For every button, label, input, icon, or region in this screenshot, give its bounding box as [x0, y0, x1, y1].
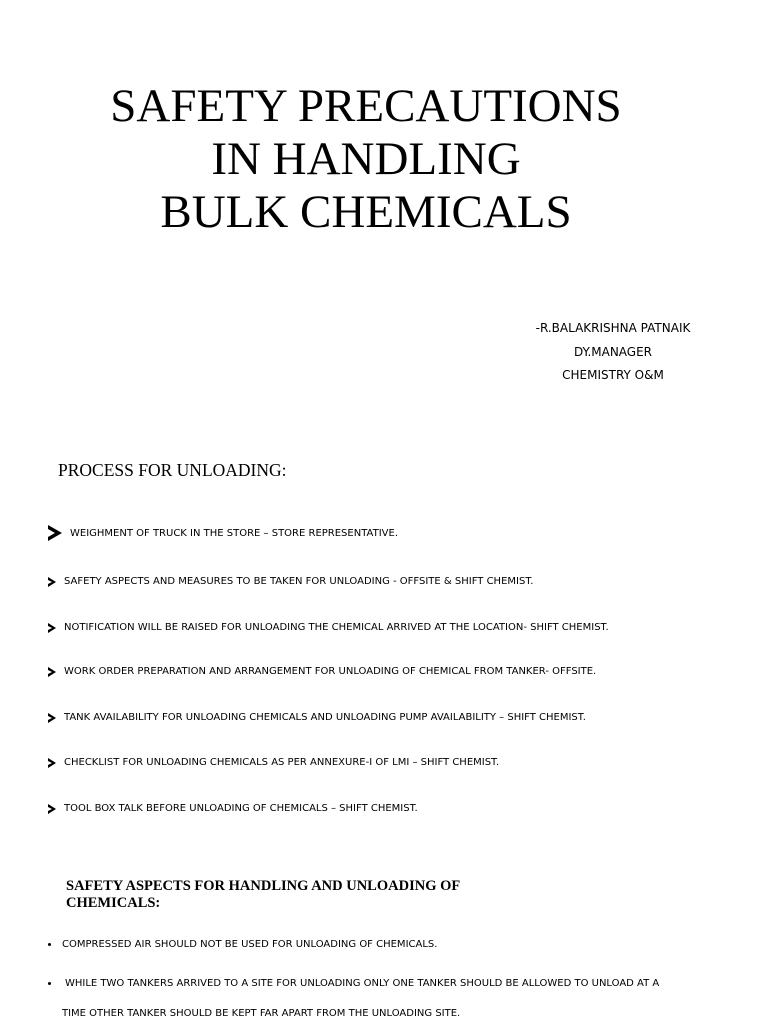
- list-item-text: TOOL BOX TALK BEFORE UNLOADING OF CHEMICALS – SHIFT CHEMIST.: [64, 803, 418, 814]
- list-item-text: NOTIFICATION WILL BE RAISED FOR UNLOADING THE CHEMICAL ARRIVED AT THE LOCATION- SHIFT CHEMIST.: [64, 622, 609, 633]
- list-item-text: SAFETY ASPECTS AND MEASURES TO BE TAKEN FOR UNLOADING - OFFSITE & SHIFT CHEMIST.: [64, 576, 534, 587]
- safety-heading-line-1: SAFETY ASPECTS FOR HANDLING AND UNLOADING OF: [66, 878, 461, 894]
- list-item: [48, 622, 609, 633]
- list-item: [48, 757, 499, 768]
- list-item-text: WORK ORDER PREPARATION AND ARRANGEMENT FOR UNLOADING OF CHEMICAL FROM TANKER- OFFSITE.: [64, 666, 597, 677]
- process-heading: PROCESS FOR UNLOADING:: [58, 460, 287, 480]
- arrow-bullet-icon: [48, 577, 56, 587]
- list-item-text: CHECKLIST FOR UNLOADING CHEMICALS AS PER ANNEXURE-I OF LMI – SHIFT CHEMIST.: [64, 757, 500, 768]
- safety-heading: [66, 878, 486, 911]
- arrow-bullet-icon: [48, 758, 56, 768]
- title-line-3: BULK CHEMICALS: [160, 186, 572, 238]
- arrow-bullet-icon: [48, 623, 56, 633]
- bullet-dot-icon: [48, 943, 51, 946]
- author-block: [530, 317, 696, 388]
- list-item-text: COMPRESSED AIR SHOULD NOT BE USED FOR UNLOADING OF CHEMICALS.: [62, 939, 438, 950]
- list-item-text: WHILE TWO TANKERS ARRIVED TO A SITE FOR UNLOADING ONLY ONE TANKER SHOULD BE ALLOWED TO UNLOAD AT A: [65, 978, 660, 989]
- safety-heading-line-2: CHEMICALS:: [66, 894, 161, 911]
- list-item: [48, 525, 398, 541]
- list-item-text: WEIGHMENT OF TRUCK IN THE STORE – STORE REPRESENTATIVE.: [70, 527, 398, 539]
- bullet-dot-icon: [48, 982, 51, 985]
- author-department: CHEMISTRY O&M: [562, 368, 664, 382]
- author-designation: DY.MANAGER: [573, 344, 653, 359]
- list-item: [48, 666, 596, 677]
- list-item: [48, 803, 418, 814]
- arrow-bullet-icon: [48, 667, 56, 677]
- list-item: [48, 576, 533, 587]
- title-line-2: IN HANDLING: [211, 133, 521, 185]
- list-item-text: TANK AVAILABILITY FOR UNLOADING CHEMICALS AND UNLOADING PUMP AVAILABILITY – SHIFT CHEMIST.: [64, 712, 586, 723]
- page-title: [0, 80, 732, 239]
- arrow-bullet-icon: [48, 525, 62, 541]
- list-item-continuation: TIME OTHER TANKER SHOULD BE KEPT FAR APART FROM THE UNLOADING SITE.: [62, 1008, 461, 1019]
- author-name: -R.BALAKRISHNA PATNAIK: [535, 321, 691, 335]
- arrow-bullet-icon: [48, 713, 56, 723]
- list-item: [48, 712, 586, 723]
- title-line-1: SAFETY PRECAUTIONS: [110, 80, 622, 132]
- arrow-bullet-icon: [48, 804, 56, 814]
